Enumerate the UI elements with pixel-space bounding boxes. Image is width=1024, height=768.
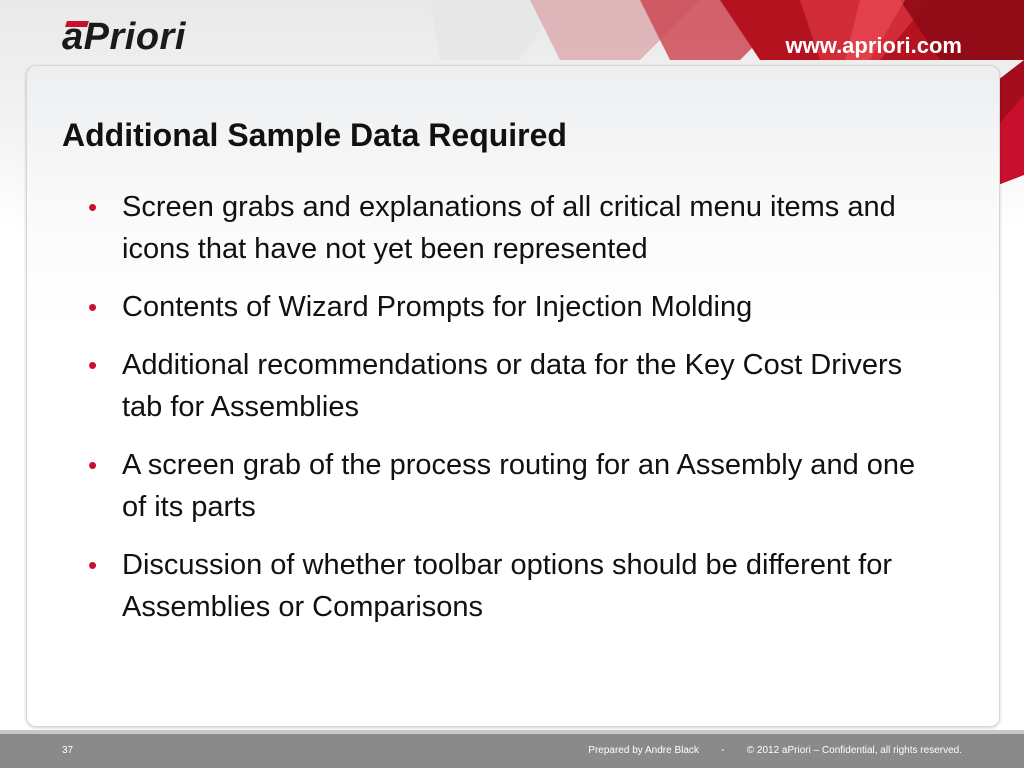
bullet-text: Contents of Wizard Prompts for Injection Molding [122, 291, 753, 323]
bullet-text: Additional recommendations or data for the Key Cost Drivers tab for Assemblies [122, 349, 903, 423]
bullet-text: A screen grab of the process routing for an Assembly and one of its parts [122, 449, 916, 523]
bullet-text: Discussion of whether toolbar options should be different for Assemblies or Comparisons [122, 549, 893, 623]
footer-separator: - [721, 745, 725, 756]
copyright-notice: © 2012 aPriori – Confidential, all rights reserved. [746, 745, 962, 756]
slide-title: Additional Sample Data Required [62, 117, 567, 153]
bullet-item [86, 186, 936, 270]
prepared-by: Prepared by Andre Black [588, 745, 699, 756]
bullet-icon: • [88, 550, 98, 580]
bullet-item [86, 344, 936, 428]
bullet-icon: • [88, 192, 98, 222]
bullet-icon: • [88, 292, 98, 322]
bullet-icon: • [88, 450, 98, 480]
bullet-text: Screen grabs and explanations of all critical menu items and icons that have not yet been represented [122, 191, 896, 265]
bullet-icon: • [88, 350, 98, 380]
footer-credits [588, 745, 962, 756]
apriori-logo: aPriori [62, 16, 186, 58]
bullet-list [86, 186, 936, 644]
bullet-item [86, 544, 936, 628]
footer-bar [0, 734, 1024, 768]
website-url: www.apriori.com [785, 33, 962, 58]
page-number: 37 [62, 745, 74, 756]
bullet-item [86, 286, 936, 328]
bullet-item [86, 444, 936, 528]
